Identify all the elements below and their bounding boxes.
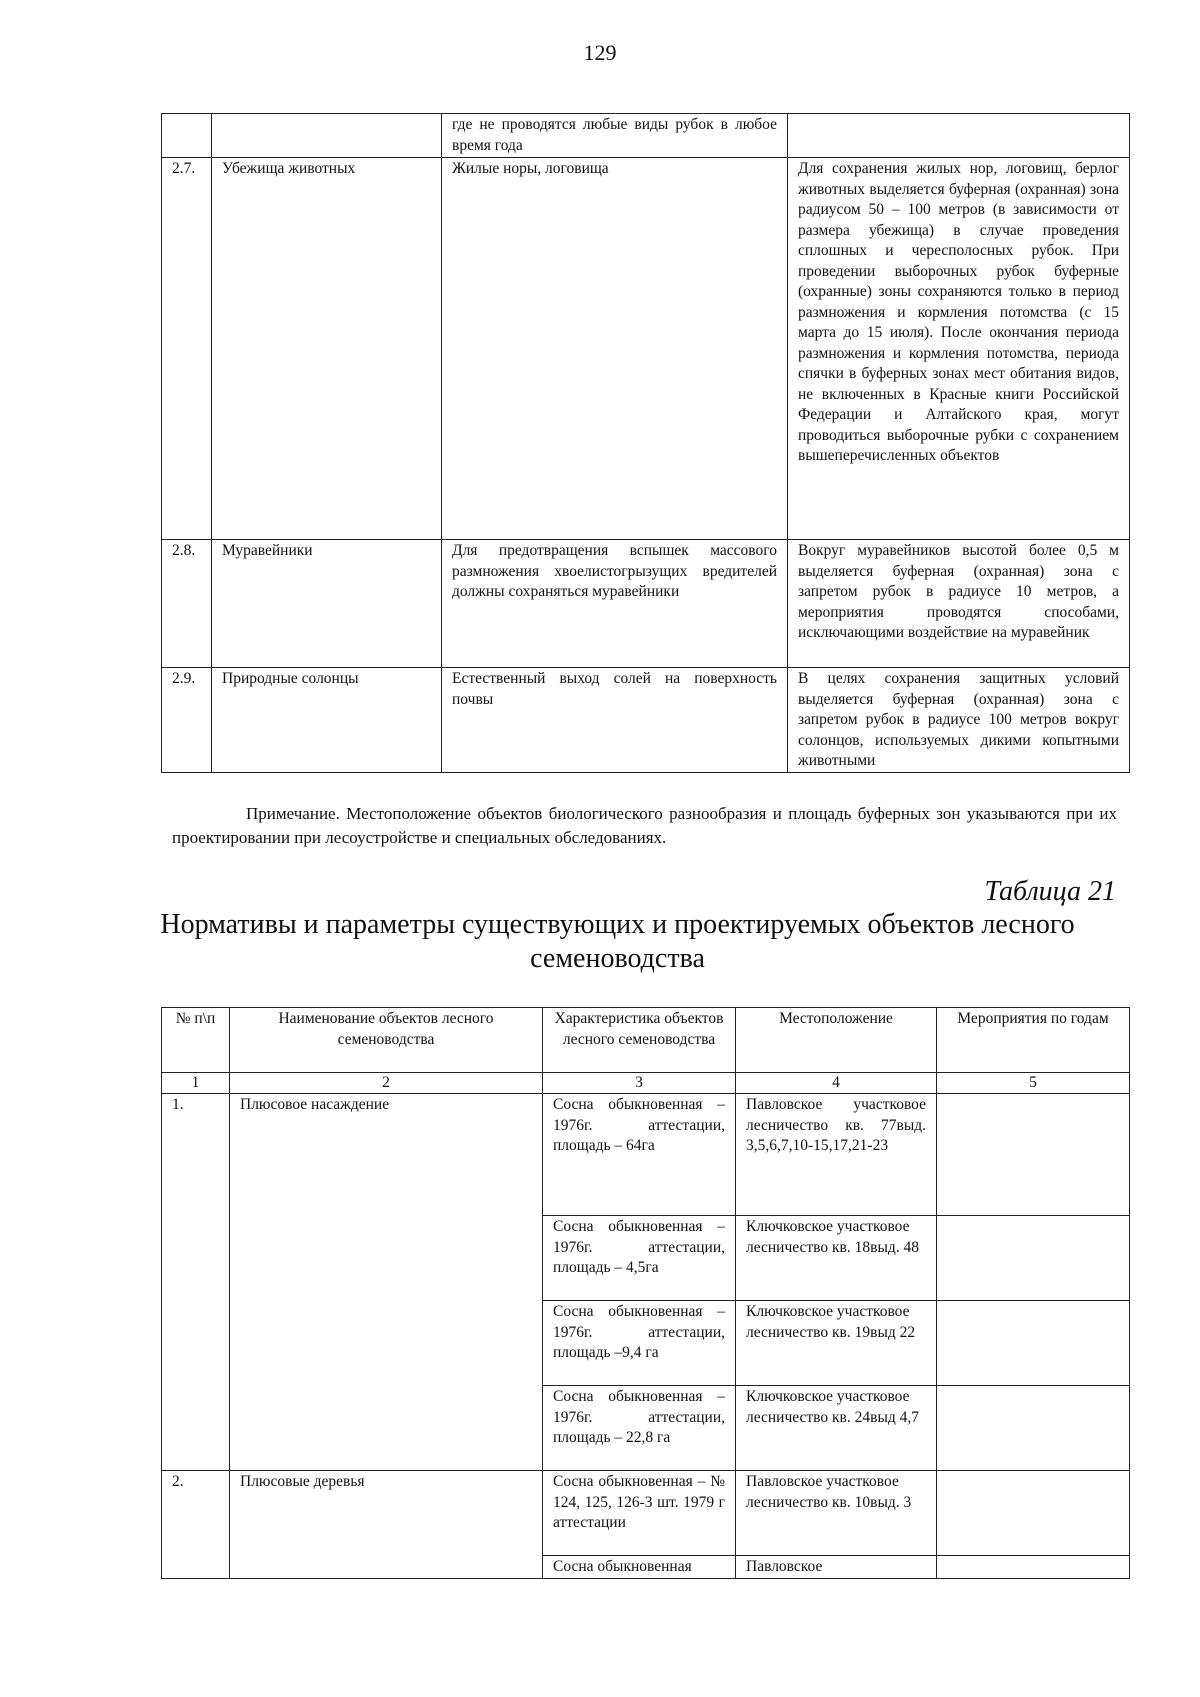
row-number <box>162 114 212 158</box>
column-number: 4 <box>736 1073 937 1094</box>
object-characteristic: Сосна обыкновенная – 1976г. аттестации, площадь – 22,8 га <box>543 1386 736 1471</box>
object-location: Ключковское участковое лесничество кв. 19выд 22 <box>736 1301 937 1386</box>
object-location: Павловское участковое лесничество кв. 77выд. 3,5,6,7,10-15,17,21-23 <box>736 1094 937 1216</box>
table-row <box>162 540 1130 668</box>
object-measures <box>937 1216 1130 1301</box>
object-characteristic: Сосна обыкновенная – 1976г. аттестации, площадь – 64га <box>543 1094 736 1216</box>
object-measures <box>937 1094 1130 1216</box>
object-location: Ключковское участковое лесничество кв. 18выд. 48 <box>736 1216 937 1301</box>
page-number: 129 <box>583 40 617 65</box>
row-number: 2.8. <box>162 540 212 668</box>
note-paragraph: Примечание. Местоположение объектов биологического разнообразия и площадь буферных зон указываются при их проектировании при лесоустройстве и специальных обследованиях. <box>172 804 1117 847</box>
table-header-row <box>162 1008 1130 1073</box>
row-number: 2.9. <box>162 668 212 773</box>
column-header: № п\п <box>162 1008 230 1073</box>
object-name: Плюсовое насаждение <box>230 1094 543 1471</box>
object-measures <box>937 1556 1130 1579</box>
table-row <box>162 1094 1130 1216</box>
biodiversity-objects-table <box>161 113 1130 773</box>
column-header: Наименование объектов лесного семеноводства <box>230 1008 543 1073</box>
object-measures <box>937 1471 1130 1556</box>
object-measures: Вокруг муравейников высотой более 0,5 м выделяется буферная (охранная) зона с запретом рубок в радиусе 10 метров, а мероприятия проводятся способами, исключающими воздействие на муравейник <box>788 540 1130 668</box>
object-measures <box>937 1386 1130 1471</box>
object-name: Муравейники <box>212 540 442 668</box>
object-name: Убежища животных <box>212 158 442 540</box>
column-header: Характеристика объектов лесного семеноводства <box>543 1008 736 1073</box>
object-measures: Для сохранения жилых нор, логовищ, берлог животных выделяется буферная (охранная) зона радиусом 50 – 100 метров (в зависимости от размера убежища) в случае проведения сплошных и чересполосных рубок. При проведении выборочных рубок буферные (охранные) зоны сохраняются только в период размножения и кормления потомства (с 15 марта до 15 июля). После окончания периода размножения и кормления потомства, периода спячки в буферных зонах мест обитания видов, не включенных в Красные книги Российской Федерации и Алтайского края, могут проводиться выборочные рубки с сохранением вышеперечисленных объектов <box>788 158 1130 540</box>
table-row <box>162 158 1130 540</box>
object-description: Естественный выход солей на поверхность почвы <box>442 668 788 773</box>
seed-objects-table <box>161 1007 1130 1579</box>
object-name: Природные солонцы <box>212 668 442 773</box>
object-measures <box>788 114 1130 158</box>
column-number: 5 <box>937 1073 1130 1094</box>
row-number: 2.7. <box>162 158 212 540</box>
column-number: 2 <box>230 1073 543 1094</box>
column-number: 3 <box>543 1073 736 1094</box>
object-name: Плюсовые деревья <box>230 1471 543 1579</box>
table-title: Нормативы и параметры существующих и проектируемых объектов лесного семеноводства <box>160 909 1075 974</box>
table-caption: Таблица 21 <box>984 876 1116 907</box>
object-name <box>212 114 442 158</box>
object-description: где не проводятся любые виды рубок в любое время года <box>442 114 788 158</box>
object-characteristic: Сосна обыкновенная <box>543 1556 736 1579</box>
object-measures <box>937 1301 1130 1386</box>
column-header: Местоположение <box>736 1008 937 1073</box>
table-row <box>162 668 1130 773</box>
row-number: 1. <box>162 1094 230 1471</box>
table-row <box>162 114 1130 158</box>
column-number-row <box>162 1073 1130 1094</box>
object-location: Ключковское участковое лесничество кв. 24выд 4,7 <box>736 1386 937 1471</box>
object-location: Павловское участковое лесничество кв. 10выд. 3 <box>736 1471 937 1556</box>
object-measures: В целях сохранения защитных условий выделяется буферная (охранная) зона с запретом рубок в радиусе 100 метров вокруг солонцов, используемых дикими копытными животными <box>788 668 1130 773</box>
object-location: Павловское <box>736 1556 937 1579</box>
row-number: 2. <box>162 1471 230 1579</box>
table-row <box>162 1471 1130 1556</box>
column-header: Мероприятия по годам <box>937 1008 1130 1073</box>
object-characteristic: Сосна обыкновенная – 1976г. аттестации, площадь – 4,5га <box>543 1216 736 1301</box>
column-number: 1 <box>162 1073 230 1094</box>
object-description: Для предотвращения вспышек массового размножения хвоелистогрызущих вредителей должны сохраняться муравейники <box>442 540 788 668</box>
object-characteristic: Сосна обыкновенная – № 124, 125, 126-3 шт. 1979 г аттестации <box>543 1471 736 1556</box>
object-characteristic: Сосна обыкновенная – 1976г. аттестации, площадь –9,4 га <box>543 1301 736 1386</box>
object-description: Жилые норы, логовища <box>442 158 788 540</box>
